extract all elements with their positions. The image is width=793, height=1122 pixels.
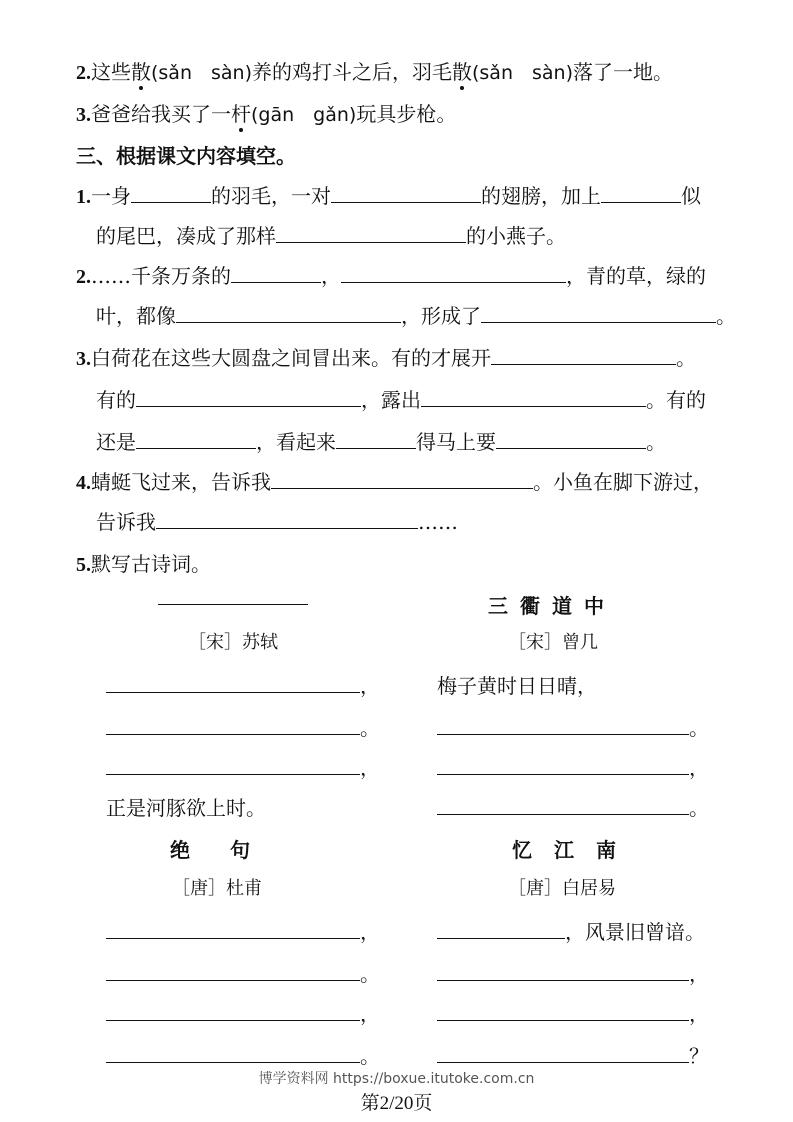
answer-blank[interactable] — [437, 754, 689, 775]
poem-1-author: ［宋］苏轼 — [188, 632, 278, 653]
fill-question-1-line-1: 1.一身 的羽毛，一对 的翅膀，加上 似 — [76, 184, 701, 208]
pinyin-options: (sǎn sàn) — [151, 62, 252, 84]
answer-blank[interactable] — [106, 918, 360, 939]
answer-blank[interactable] — [421, 386, 646, 407]
poem-2-line-4: 。 — [437, 792, 709, 821]
answer-blank[interactable] — [481, 302, 716, 323]
fill-question-3-line-2: 有的 ，露出 。有的 — [96, 388, 706, 412]
poem-3-line-4: 。 — [106, 1040, 380, 1069]
answer-blank[interactable] — [106, 1042, 360, 1063]
answer-blank[interactable] — [176, 302, 401, 323]
answer-blank[interactable] — [106, 754, 360, 775]
answer-blank[interactable] — [106, 1000, 360, 1021]
dotted-character: 散 — [131, 60, 151, 84]
poem-2-author: ［宋］曾几 — [508, 632, 598, 653]
question-3-pronunciation: 3.爸爸给我买了一杆(gān gǎn)玩具步枪。 — [76, 102, 457, 126]
question-number: 2. — [76, 62, 91, 84]
answer-blank[interactable] — [106, 714, 360, 735]
footer-source-url: 博学资料网 https://boxue.itutoke.com.cn — [258, 1071, 535, 1087]
section-heading: 三、根据课文内容填空。 — [76, 144, 296, 168]
answer-blank[interactable] — [437, 794, 689, 815]
poem-4-line-4: ？ — [437, 1040, 709, 1069]
poem-4-line-1: ，风景旧曾谙。 — [437, 916, 705, 945]
question-2-pronunciation: 2.这些散(sǎn sàn)养的鸡打斗之后，羽毛散(sǎn sàn)落了一地。 — [76, 60, 673, 84]
fill-question-3-line-1: 3.白荷花在这些大圆盘之间冒出来。有的才展开 。 — [76, 346, 696, 370]
answer-blank[interactable] — [156, 508, 418, 529]
answer-blank[interactable] — [437, 1000, 689, 1021]
poem-3-line-1: ， — [106, 916, 380, 945]
answer-blank[interactable] — [437, 714, 689, 735]
poem-1-line-1: ， — [106, 670, 380, 699]
pinyin-options: (sǎn sàn) — [472, 62, 573, 84]
fill-question-1-line-2: 的尾巴，凑成了那样 的小燕子。 — [96, 224, 566, 248]
answer-blank[interactable] — [106, 960, 360, 981]
poem-2-line-3: ， — [437, 752, 709, 781]
question-number: 3. — [76, 104, 91, 126]
answer-blank[interactable] — [336, 428, 416, 449]
poem-3-line-3: ， — [106, 998, 380, 1027]
page-number: 第2/20页 — [360, 1093, 433, 1114]
poem-3-author: ［唐］杜甫 — [172, 878, 262, 899]
poem-4-line-2: ， — [437, 958, 709, 987]
answer-blank[interactable] — [601, 182, 681, 203]
poem-1-line-4: 正是河豚欲上时。 — [106, 796, 266, 820]
poem-1-line-3: ， — [106, 752, 380, 781]
fill-question-3-line-3: 还是 ，看起来 得马上要 。 — [96, 430, 666, 454]
poem-1-title-blank[interactable] — [158, 584, 308, 610]
answer-blank[interactable] — [437, 918, 565, 939]
poem-3-line-2: 。 — [106, 958, 380, 987]
poem-3-title: 绝句 — [170, 838, 290, 862]
fill-question-2-line-1: 2.……千条万条的 ， ，青的草，绿的 — [76, 264, 706, 288]
answer-blank[interactable] — [276, 222, 466, 243]
poem-4-title: 忆江南 — [512, 838, 638, 862]
answer-blank[interactable] — [231, 262, 321, 283]
answer-blank[interactable] — [131, 182, 211, 203]
answer-blank[interactable] — [331, 182, 481, 203]
answer-blank[interactable] — [437, 960, 689, 981]
answer-blank[interactable] — [341, 262, 566, 283]
answer-blank[interactable] — [496, 428, 646, 449]
fill-question-4-line-2: 告诉我 …… — [96, 510, 458, 534]
pinyin-options: (gān gǎn) — [251, 104, 357, 126]
answer-blank[interactable] — [437, 1042, 689, 1063]
fill-question-2-line-2: 叶，都像 ，形成了 。 — [96, 304, 736, 328]
fill-question-5: 5.默写古诗词。 — [76, 552, 211, 576]
poem-1-line-2: 。 — [106, 712, 380, 741]
poem-2-line-1: 梅子黄时日日晴， — [437, 674, 597, 698]
answer-blank[interactable] — [136, 386, 361, 407]
poem-2-line-2: 。 — [437, 712, 709, 741]
answer-blank[interactable] — [271, 468, 533, 489]
dotted-character: 杆 — [231, 102, 251, 126]
answer-blank[interactable] — [491, 344, 676, 365]
dotted-character: 散 — [452, 60, 472, 84]
poem-2-title: 三衢道中 — [488, 594, 616, 618]
poem-4-line-3: ， — [437, 998, 709, 1027]
fill-question-4-line-1: 4.蜻蜓飞过来，告诉我 。小鱼在脚下游过， — [76, 470, 713, 494]
answer-blank[interactable] — [136, 428, 256, 449]
poem-4-author: ［唐］白居易 — [508, 878, 616, 899]
answer-blank[interactable] — [106, 672, 360, 693]
